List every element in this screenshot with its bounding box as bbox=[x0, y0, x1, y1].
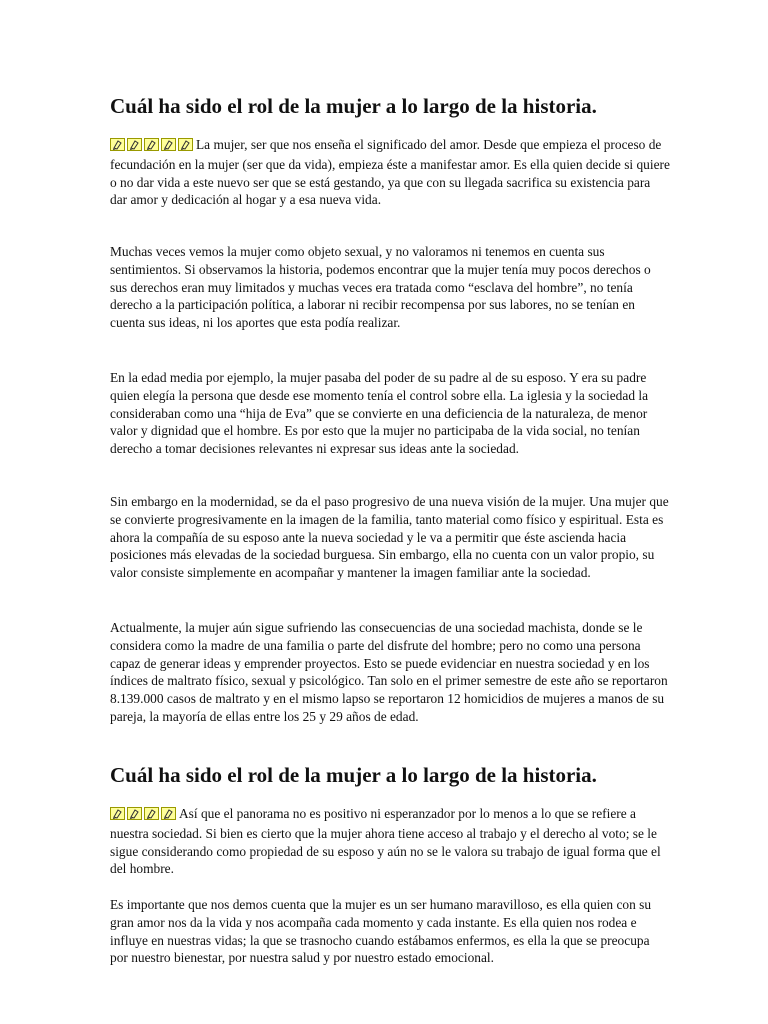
section-1-paragraph-1 bbox=[110, 136, 670, 209]
paragraph-text: Así que el panorama no es positivo ni esperanzador por lo menos a lo que se refiere a nuestra sociedad. Si bien es cierto que la mujer ahora tiene acceso al trabajo y el derecho al voto; se le sigue considerando como propiedad de su esposo y aún no se le valora su trabajo de igual forma que el del hombre. bbox=[110, 806, 661, 877]
tip-icon bbox=[178, 138, 193, 151]
tip-icon bbox=[127, 138, 142, 151]
tip-icon bbox=[161, 138, 176, 151]
tip-icons-1 bbox=[110, 138, 195, 156]
tip-icon bbox=[144, 807, 159, 820]
tip-icon bbox=[127, 807, 142, 820]
section-1-paragraph-2: Muchas veces vemos la mujer como objeto sexual, y no valoramos ni tenemos en cuenta sus sentimientos. Si observamos la historia, podemos encontrar que la mujer tenía muy pocos derechos o sus derechos eran muy limitados y muchas veces era tratada como “esclava del hombre”, no tenía derecho a la participación política, a laborar ni recibir recompensa por sus labores, no se tenían en cuenta sus ideas, ni los aportes que esta podía realizar. bbox=[110, 244, 651, 331]
tip-icon bbox=[110, 138, 125, 151]
tip-icon bbox=[110, 807, 125, 820]
section-1-paragraph-4: Sin embargo en la modernidad, se da el paso progresivo de una nueva visión de la mujer. Una mujer que se convierte progresivamente en la imagen de la familia, tanto material como físico y espiritual. Esta es ahora la compañía de su esposo ante la nueva sociedad y le va a permitir que éste ascienda hacia posiciones más elevadas de la sociedad burguesa. Sin embargo, ella no cuenta con un valor propio, su valor consiste simplemente en acompañar y mantener la imagen familiar ante la sociedad. bbox=[110, 494, 669, 581]
tip-icon bbox=[161, 807, 176, 820]
section-1-title: Cuál ha sido el rol de la mujer a lo largo de la historia. bbox=[110, 94, 597, 118]
paragraph-text: La mujer, ser que nos enseña el significado del amor. Desde que empieza el proceso de fecundación en la mujer (ser que da vida), empieza éste a manifestar amor. Es ella quien decide si quiere o no dar vida a este nuevo ser que se está gestando, ya que con su llegada sacrifica su existencia para dar amor y dedicación al hogar y a esa nueva vida. bbox=[110, 137, 670, 208]
section-1-paragraph-3: En la edad media por ejemplo, la mujer pasaba del poder de su padre al de su esposo. Y era su padre quien elegía la persona que desde ese momento tenía el control sobre ella. La iglesia y la sociedad la consideraban como una “hija de Eva” que se convierte en una deficiencia de la naturaleza, de menor valor y dignidad que el hombre. Es por esto que la mujer no participaba de la vida social, no tenían derecho a tomar decisiones relevantes ni expresar sus ideas ante la sociedad. bbox=[110, 370, 649, 457]
section-2-paragraph-2: Es importante que nos demos cuenta que la mujer es un ser humano maravilloso, es ella quien con su gran amor nos da la vida y nos acompaña cada momento y cada instante. Es ella quien nos rodea e influye en nuestras vidas; la que se trasnocho cuando estábamos enfermos, es ella la que se preocupa por nuestro bienestar, por nuestra salud y por nuestro estado emocional. bbox=[110, 897, 652, 966]
section-2-title: Cuál ha sido el rol de la mujer a lo largo de la historia. bbox=[110, 763, 597, 787]
tip-icons-2 bbox=[110, 807, 178, 825]
section-2-paragraph-1 bbox=[110, 805, 670, 878]
section-1-paragraph-5: Actualmente, la mujer aún sigue sufriendo las consecuencias de una sociedad machista, donde se le considera como la madre de una familia o parte del disfrute del hombre; pero no como una persona capaz de generar ideas y emprender proyectos. Esto se puede evidenciar en nuestra sociedad y en los índices de maltrato físico, sexual y psicológico. Tan solo en el primer semestre de este año se reportaron 8.139.000 casos de maltrato y en el mismo lapso se reportaron 12 homicidios de mujeres a manos de su pareja, la mayoría de ellas entre los 25 y 29 años de edad. bbox=[110, 620, 668, 724]
tip-icon bbox=[144, 138, 159, 151]
